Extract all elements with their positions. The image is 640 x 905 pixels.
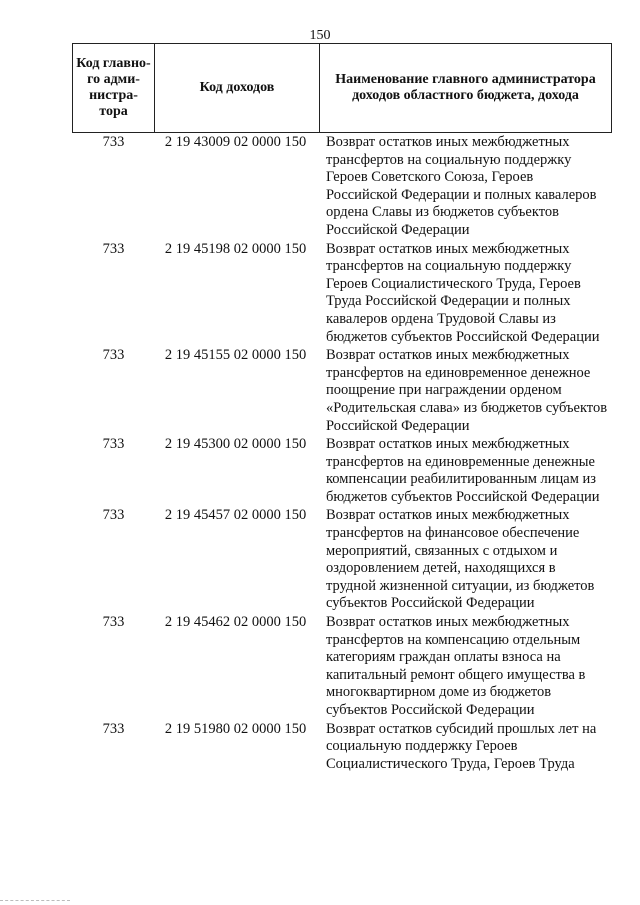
table-row <box>72 133 612 240</box>
income-code-cell: 2 19 43009 02 0000 150 <box>164 134 307 150</box>
income-name-cell: Возврат остатков иных межбюджетных трансфертов на единовременное денежное поощрение при награждении орденом «Родительская слава» из бюджетов субъектов Российской Федерации <box>326 347 608 434</box>
income-code-cell: 2 19 45457 02 0000 150 <box>164 507 307 524</box>
admin-code-cell: 733 <box>102 507 125 524</box>
scan-edge-mark <box>0 900 70 905</box>
header-admin-code: Код главно- го адми- нистра- тора <box>76 56 151 119</box>
income-name-cell: Возврат остатков иных межбюджетных трансфертов на финансовое обеспечение мероприятий, связанных с отдыхом и оздоровлением детей, находящихся в трудной жизненной ситуации, из бюджетов субъектов Российской Федерации <box>326 507 595 612</box>
income-code-cell: 2 19 45155 02 0000 150 <box>164 347 307 364</box>
header-name: Наименование главного администратора доходов областного бюджета, дохода <box>319 44 611 132</box>
table-row <box>72 613 612 720</box>
table-row <box>72 720 612 774</box>
table-row <box>72 435 612 506</box>
admin-code-cell: 733 <box>102 134 125 150</box>
income-name-cell: Возврат остатков иных межбюджетных трансфертов на социальную поддержку Героев Социалистического Труда, Героев Труда Российской Федерации и полных кавалеров ордена Трудовой Славы из бюджетов субъектов Российской Федерации <box>326 240 600 345</box>
admin-code-cell: 733 <box>102 240 125 257</box>
admin-code-cell: 733 <box>102 347 125 364</box>
income-code-cell: 2 19 45198 02 0000 150 <box>164 240 307 257</box>
table-header <box>72 43 612 133</box>
income-code-cell: 2 19 51980 02 0000 150 <box>164 720 307 737</box>
header-income-code: Код доходов <box>154 44 319 132</box>
income-table <box>72 43 612 773</box>
table-row <box>72 240 612 347</box>
page-number: 150 <box>309 28 331 43</box>
table-row <box>72 506 612 613</box>
income-name-cell: Возврат остатков иных межбюджетных трансфертов на социальную поддержку Героев Советского Союза, Героев Российской Федерации и полных кавалеров ордена Славы из бюджетов субъектов Российской Федерации <box>326 134 597 238</box>
income-name-cell: Возврат остатков иных межбюджетных трансфертов на компенсацию отдельным категориям граждан оплаты взноса на капитальный ремонт общего имущества в многоквартирном доме из бюджетов субъектов Российской Федерации <box>326 614 586 718</box>
admin-code-cell: 733 <box>102 436 125 453</box>
income-name-cell: Возврат остатков иных межбюджетных трансфертов на единовременные денежные компенсации реабилитированным лицам из бюджетов субъектов Российской Федерации <box>326 436 600 505</box>
income-code-cell: 2 19 45462 02 0000 150 <box>164 614 307 631</box>
table-body <box>72 133 612 773</box>
table-row <box>72 346 612 435</box>
income-name-cell: Возврат остатков субсидий прошлых лет на социальную поддержку Героев Социалистического Труда, Героев Труда <box>326 720 597 772</box>
admin-code-cell: 733 <box>102 720 125 737</box>
admin-code-cell: 733 <box>102 614 125 631</box>
income-code-cell: 2 19 45300 02 0000 150 <box>164 436 307 453</box>
